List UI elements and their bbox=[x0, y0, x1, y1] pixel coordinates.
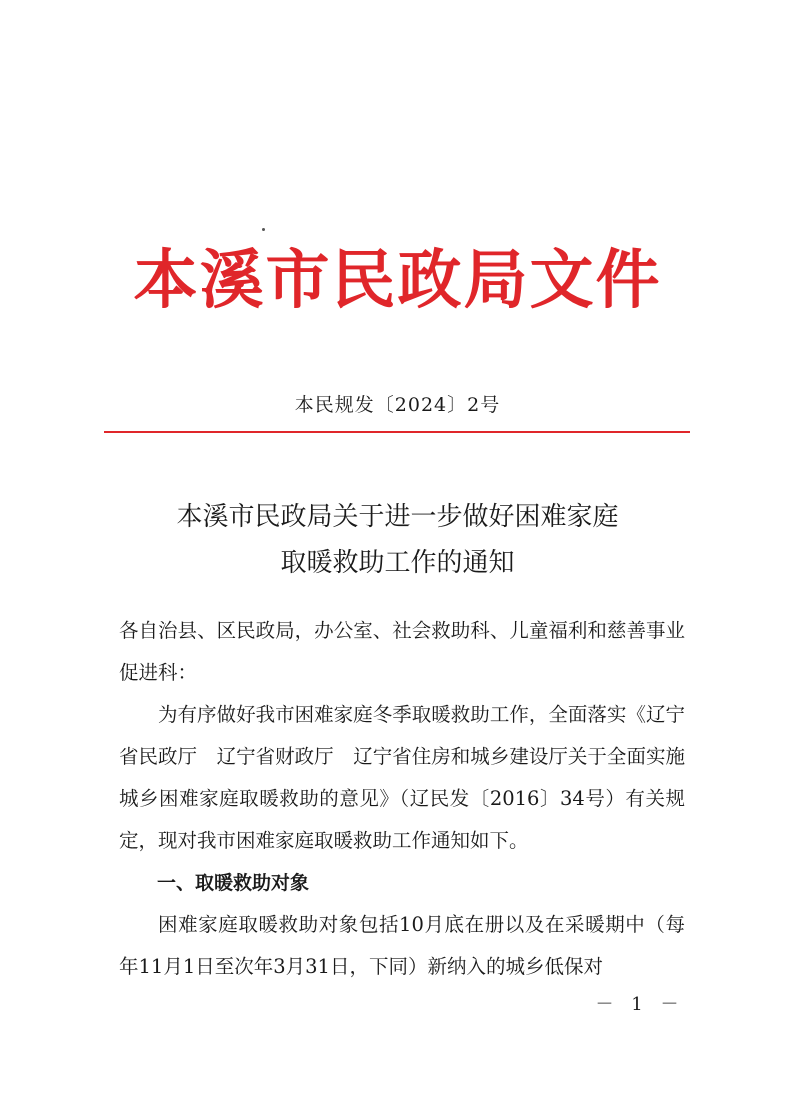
document-header-title: 本溪市民政局文件 bbox=[133, 244, 662, 318]
section-paragraph: 困难家庭取暖救助对象包括10月底在册以及在采暖期中（每年11月1日至次年3月31日，下同）新纳入的城乡低保对 bbox=[119, 913, 685, 978]
scan-speck bbox=[262, 228, 265, 231]
notice-title-line-2: 取暖救助工作的通知 bbox=[280, 548, 515, 578]
page-number: － 1 － bbox=[595, 994, 685, 1015]
section-heading: 一、取暖救助对象 bbox=[157, 872, 310, 894]
intro-paragraph: 为有序做好我市困难家庭冬季取暖救助工作，全面落实《辽宁省民政厅 辽宁省财政厅 辽宁省住房和城乡建设厅关于全面实施城乡困难家庭取暖救助的意见》（辽民发〔2016〕34号）有关规定，现对我市困难家庭取暖救助工作通知如下。 bbox=[119, 703, 685, 852]
notice-title-line-1: 本溪市民政局关于进一步做好困难家庭 bbox=[176, 502, 619, 532]
red-divider-line bbox=[104, 431, 690, 433]
document-body bbox=[119, 610, 685, 988]
document-number: 本民规发〔2024〕2号 bbox=[294, 394, 501, 416]
notice-title bbox=[0, 494, 795, 586]
salutation: 各自治县、区民政局，办公室、社会救助科、儿童福利和慈善事业促进科： bbox=[119, 619, 685, 684]
